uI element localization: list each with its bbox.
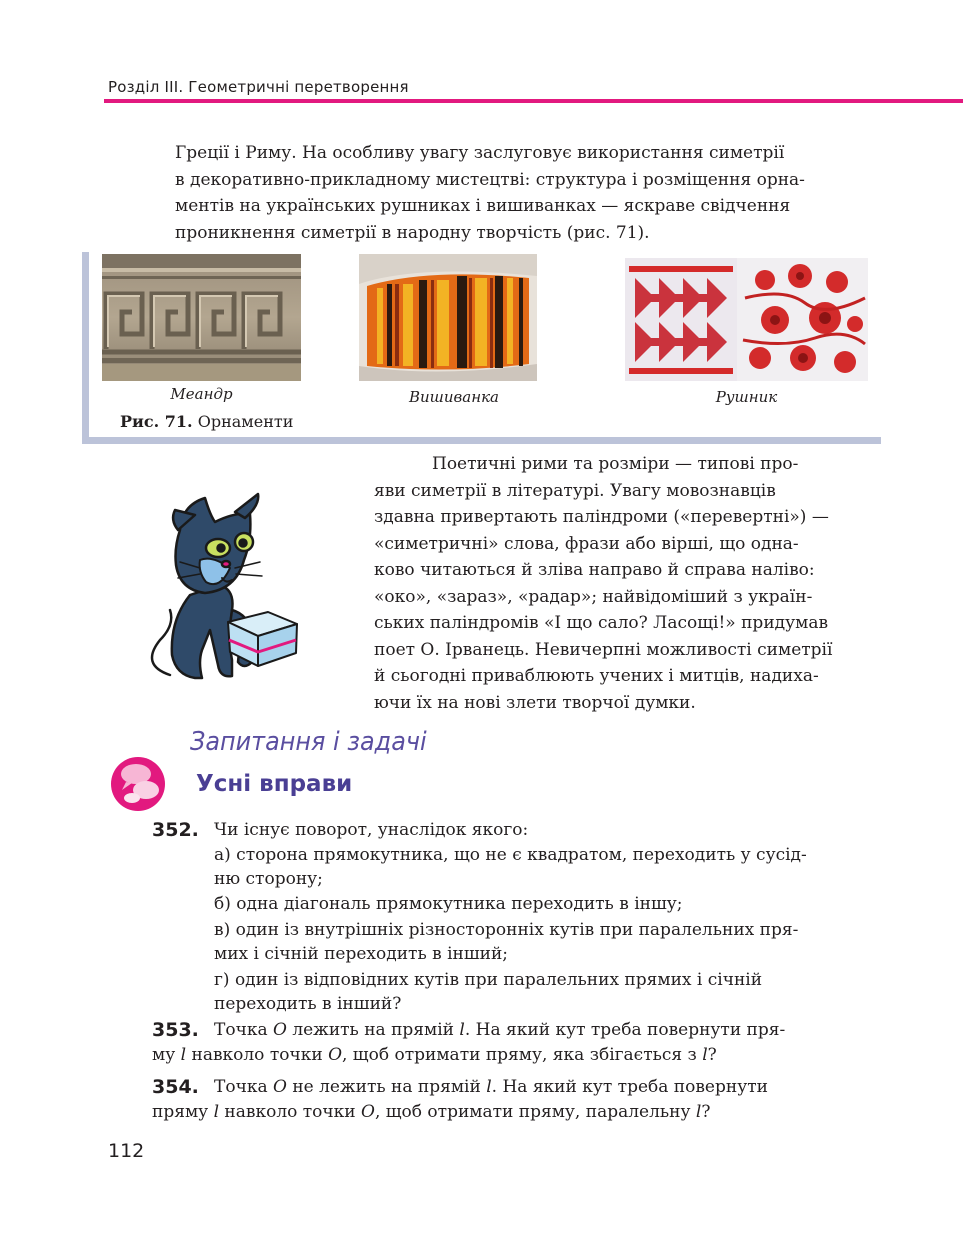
variable-l: l <box>695 1102 702 1122</box>
text-fragment: не лежить на прямій <box>286 1077 487 1097</box>
text-fragment: , щоб отримати пряму, яка збігається з <box>342 1045 703 1065</box>
task-text-line <box>152 1100 886 1125</box>
cat-illustration <box>140 490 305 689</box>
intro-line: Греції і Риму. На особливу увагу заслуговує використання симетрії <box>175 143 785 163</box>
task-number: 353. <box>152 1019 199 1041</box>
variable-O: O <box>328 1045 342 1065</box>
text-fragment: . На який кут треба повернути пря- <box>464 1020 786 1040</box>
task-text-line <box>214 1075 886 1100</box>
page-number: 112 <box>108 1140 145 1162</box>
task-item: переходить в інший? <box>214 994 402 1014</box>
task-352 <box>152 818 886 1018</box>
figure-frame-left <box>82 252 89 444</box>
figure-number: Рис. 71. <box>120 412 193 431</box>
poetry-line: поет О. Ірванець. Невичерпні можливості симетрії <box>374 639 833 660</box>
poetry-line: ських паліндромів «І що сало? Ласощі!» придумав <box>374 613 829 633</box>
variable-O: O <box>361 1102 375 1122</box>
poetry-line: Поетичні рими та розміри — типові про- <box>432 454 799 474</box>
poetry-line: «око», «зараз», «радар»; найвідоміший з україн- <box>374 586 813 607</box>
text-fragment: лежить на прямій <box>286 1020 460 1040</box>
task-item: г) один із відповідних кутів при паралельних прямих і січній <box>214 970 763 990</box>
text-fragment: . На який кут треба повернути <box>491 1077 768 1097</box>
figure-frame-bottom <box>82 437 881 444</box>
figure-title <box>120 412 293 431</box>
task-item: в) один із внутрішніх різносторонніх кутів при паралельних пря- <box>214 920 799 940</box>
poetry-line: «симетричні» слова, фрази або вірші, що одна- <box>374 533 799 554</box>
running-header: Розділ ІІІ. Геометричні перетворення <box>108 78 409 96</box>
header-rule <box>104 99 963 103</box>
poetry-line: й сьогодні приваблюють учених і митців, надиха- <box>374 666 819 686</box>
text-fragment: пряму <box>152 1102 214 1122</box>
task-lead: Чи існує поворот, унаслідок якого: <box>214 820 529 840</box>
task-number: 352. <box>152 819 199 841</box>
task-item: а) сторона прямокутника, що не є квадратом, переходить у сусід- <box>214 845 807 865</box>
variable-l: l <box>459 1020 465 1040</box>
poetry-line: ючи їх на нові злети творчої думки. <box>374 692 696 713</box>
poetry-line: яви симетрії в літературі. Увагу мовознавців <box>374 480 776 501</box>
poetry-line: ково читаються й зліва направо й справа наліво: <box>374 560 815 580</box>
task-item: б) одна діагональ прямокутника переходить в іншу; <box>214 894 683 914</box>
text-fragment: навколо точки <box>219 1102 361 1122</box>
variable-l: l <box>180 1045 187 1065</box>
vyshyvanka-photo <box>359 254 537 381</box>
text-fragment: Точка <box>214 1020 273 1040</box>
figure-title-text: Орнаменти <box>192 412 294 431</box>
variable-l: l <box>486 1077 492 1097</box>
variable-O: O <box>272 1020 287 1040</box>
variable-l: l <box>702 1045 708 1065</box>
task-item: ню сторону; <box>214 869 323 889</box>
intro-line: ментів на українських рушниках і вишиванках — яскраве свідчення <box>175 196 791 216</box>
meander-photo <box>102 254 301 381</box>
poetry-paragraph <box>374 451 884 716</box>
rushnyk-photo <box>625 258 868 381</box>
speech-bubbles-icon <box>110 756 166 816</box>
caption-meander: Меандр <box>170 385 233 403</box>
text-fragment: ? <box>701 1102 711 1122</box>
poetry-line: здавна привертають паліндроми («перевертні») — <box>374 507 829 527</box>
subsection-title: Усні вправи <box>196 771 353 797</box>
section-title: Запитання і задачі <box>190 727 427 757</box>
caption-vyshyvanka: Вишиванка <box>408 388 499 406</box>
text-fragment: ? <box>707 1045 717 1065</box>
intro-line: в декоративно-прикладному мистецтві: структура і розміщення орна- <box>175 169 805 190</box>
text-fragment: му <box>152 1045 181 1065</box>
task-number: 354. <box>152 1076 199 1098</box>
task-353 <box>152 1018 886 1068</box>
text-fragment: навколо точки <box>186 1045 329 1065</box>
task-text-line <box>214 1018 886 1043</box>
variable-O: O <box>272 1077 287 1097</box>
intro-paragraph <box>175 140 884 246</box>
text-fragment: Точка <box>214 1077 273 1097</box>
task-item: мих і січній переходить в інший; <box>214 944 509 964</box>
variable-l: l <box>213 1102 220 1122</box>
task-354 <box>152 1075 886 1125</box>
intro-line: проникнення симетрії в народну творчість (рис. 71). <box>175 222 650 243</box>
text-fragment: , щоб отримати пряму, паралельну <box>374 1102 696 1122</box>
caption-rushnyk: Рушник <box>715 388 778 406</box>
task-text-line <box>152 1043 886 1068</box>
